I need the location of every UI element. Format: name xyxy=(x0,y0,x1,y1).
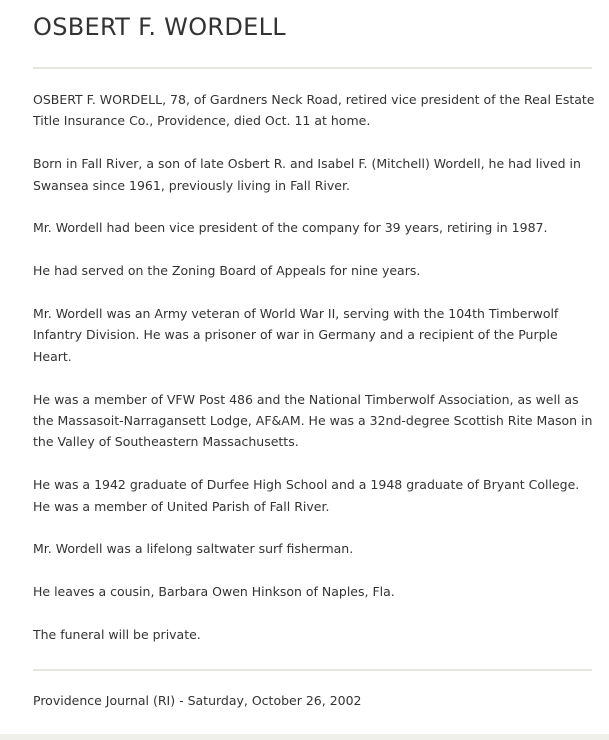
paragraph-zoning-board: He had served on the Zoning Board of Appeals for nine years. xyxy=(33,263,421,279)
footer-divider xyxy=(33,669,592,671)
paragraph-survivors: He leaves a cousin, Barbara Owen Hinkson of Naples, Fla. xyxy=(33,584,395,600)
paragraph-birth: Born in Fall River, a son of late Osbert R. and Isabel F. (Mitchell) Wordell, he had lived in Swansea since 1961, previously living in Fall River. xyxy=(33,156,581,193)
title-divider xyxy=(33,67,592,69)
paragraph-career: Mr. Wordell had been vice president of the company for 39 years, retiring in 1987. xyxy=(33,220,548,236)
article-body xyxy=(33,89,595,667)
paragraph-hobby: Mr. Wordell was a lifelong saltwater surf fisherman. xyxy=(33,541,354,557)
source-citation: Providence Journal (RI) - Saturday, October 26, 2002 xyxy=(33,693,362,708)
paragraph-intro: OSBERT F. WORDELL, 78, of Gardners Neck Road, retired vice president of the Real Estate Title Insurance Co., Providence, died Oct. 11 at home. xyxy=(33,92,595,129)
footer-band xyxy=(0,734,609,740)
paragraph-memberships: He was a member of VFW Post 486 and the National Timberwolf Association, as well as the Massasoit-Narragansett Lodge, AF&AM. He was a 32nd-degree Scottish Rite Mason in the Valley of Southeastern Massachusetts. xyxy=(33,391,593,450)
paragraph-education: He was a 1942 graduate of Durfee High School and a 1948 graduate of Bryant College. He was a member of United Parish of Fall River. xyxy=(33,477,580,514)
paragraph-military: Mr. Wordell was an Army veteran of World War II, serving with the 104th Timberwolf Infantry Division. He was a prisoner of war in Germany and a recipient of the Purple Heart. xyxy=(33,306,559,364)
page-title: OSBERT F. WORDELL xyxy=(33,13,286,41)
paragraph-funeral: The funeral will be private. xyxy=(33,627,201,643)
